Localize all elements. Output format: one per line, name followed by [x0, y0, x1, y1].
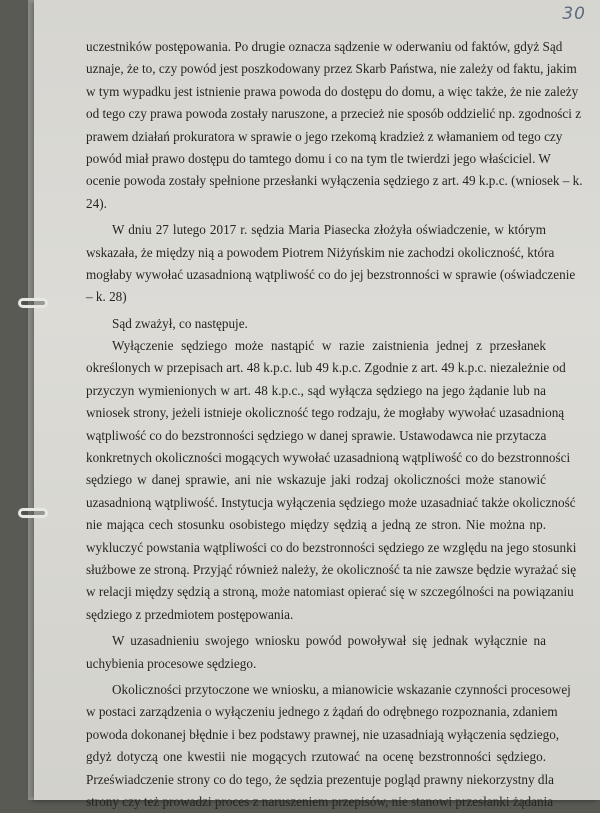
text-line: mogłaby wywołać uzasadnioną wątpliwość co do jej bezstronności w sprawie (oświadczenie — [86, 266, 576, 282]
text-line: Wyłączenie sędziego może nastąpić w razie zaistnienia jednej z przesłanek — [112, 338, 546, 354]
text-line: uchybienia procesowe sędziego. — [86, 655, 257, 671]
text-line: wykluczyć powstania wątpliwości co do bezstronności sędziego ze względu na jego stosunki — [86, 539, 577, 555]
text-line: powoda dokonanej błędnie i bez podstawy prawnej, nie uzasadniają wyłączenia sędziego, — [86, 726, 560, 742]
text-line: gdyż dotyczą one kwestii nie mogących rzutować na ocenę bezstronności sędziego. — [86, 749, 546, 765]
text-line: 24). — [86, 195, 107, 211]
text-line: W uzasadnieniu swojego wniosku powód powoływał się jednak wyłącznie na — [112, 633, 546, 649]
text-line: strony czy też prowadzi proces z naruszeniem przepisów, nie stanowi przesłanki żądania — [86, 793, 554, 809]
text-line: powód miał prawo dostępu do tamtego domu i co na tym tle twierdzi jego właściciel. W — [86, 150, 551, 166]
text-line: wniosek strony, jeżeli istnieje okoliczność tego rodzaju, że mogłaby wywołać uzasadnioną — [86, 405, 565, 421]
text-line: wskazała, że między nią a powodem Piotrem Niżyńskim nie zachodzi okoliczność, która — [86, 244, 555, 260]
text-line: określonych w przepisach art. 48 k.p.c. lub 49 k.p.c. Zgodnie z art. 49 k.p.c. niezależnie od — [86, 360, 566, 376]
text-line: sędziego z przedmiotem postępowania. — [86, 606, 294, 622]
text-line: ocenie powoda zostały spełnione przesłanki wyłączenia sędziego z art. 49 k.p.c. (wniosek – k. — [86, 173, 583, 189]
text-line: w postaci zarządzenia o wyłączeniu jednego z żądań do odrębnego rozpoznania, zdaniem — [86, 704, 558, 720]
text-line: uznaje, że to, czy powód jest poszkodowany przez Skarb Państwa, nie zależy od faktu, jakim — [86, 61, 577, 77]
document-body — [86, 36, 583, 813]
text-line: Przeświadczenie strony co do tego, że sędzia prezentuje pogląd prawny niekorzystny dla — [86, 771, 554, 787]
text-line: uczestników postępowania. Po drugie oznacza sądzenie w oderwaniu od faktów, gdyż Sąd — [86, 39, 563, 54]
text-line: w relacji między sędzią a stroną, może natomiast opierać się w szczególności na powiązaniu — [86, 584, 574, 600]
text-line: w tym wypadku jest istnienie prawa powoda do dostępu do domu, a więc także, że nie zależy — [86, 83, 579, 99]
binder-ring-icon — [18, 508, 48, 518]
text-line: W dniu 27 lutego 2017 r. sędzia Maria Piasecka złożyła oświadczenie, w którym — [112, 222, 546, 238]
text-line: Okoliczności przytoczone we wniosku, a mianowicie wskazanie czynności procesowej — [112, 681, 571, 697]
text-line: służbowe ze stroną. Przyjąć również należy, że okoliczność ta nie zawsze będzie wyrażać się — [86, 561, 577, 577]
section-heading: Sąd zważył, co następuje. — [112, 315, 248, 331]
text-line: prawem działań prokuratora w sprawie o jego rzekomą kradzież z włamaniem od tego czy — [86, 128, 563, 144]
text-line: sędziego w danej sprawie, ani nie wskazuje jaki rodzaj okoliczności może stanowić — [86, 472, 546, 488]
text-line: wątpliwość co do bezstronności sędziego w danej sprawie. Ustawodawca nie przytacza — [86, 427, 547, 443]
text-line: uzasadnioną wątpliwość. Instytucja wyłączenia sędziego może uzasadniać także okoliczność — [86, 494, 576, 510]
binder-ring-icon — [18, 298, 48, 308]
text-line: – k. 28) — [86, 289, 127, 305]
text-line: konkretnych okoliczności mogących wywołać uzasadnioną wątpliwość co do bezstronności — [86, 450, 571, 466]
handwritten-page-number: 30 — [562, 4, 586, 24]
text-line: nie mająca cech stosunku osobistego między sędzią a jedną ze stron. Nie można np. — [86, 517, 546, 533]
text-line: przyczyn wymienionych w art. 48 k.p.c., sąd wyłącza sędziego na jego żądanie lub na — [86, 382, 546, 398]
text-line: od tego czy prawa powoda zostały naruszone, a przecież nie sposób oddzielić np. zgodności z — [86, 106, 582, 122]
